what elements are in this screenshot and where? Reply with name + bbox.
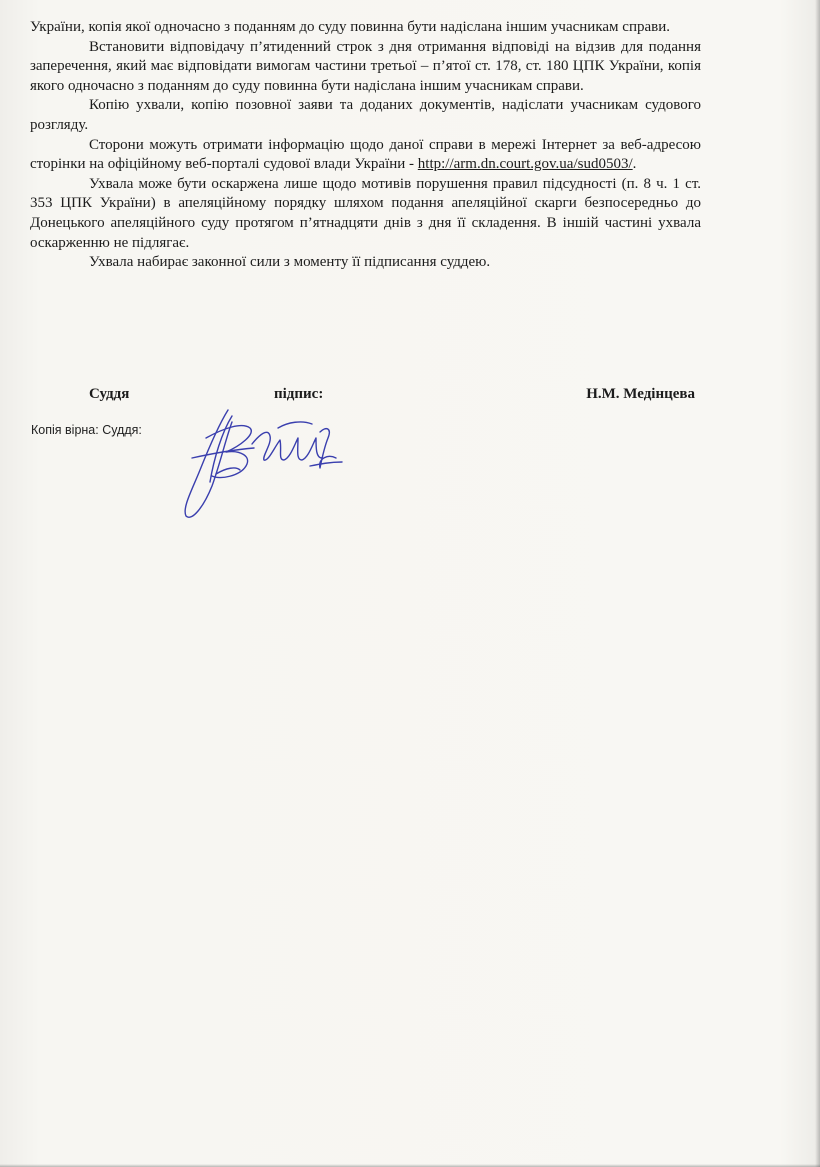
paragraph-online-info [30, 136, 701, 175]
online-info-text: Сторони можуть отримати інформацію щодо даної справи в мережі Інтернет за веб-адресою сторінки на офіційному веб-порталі судової влади України - [30, 136, 701, 173]
ruling-text [30, 18, 701, 273]
signature-block [30, 386, 701, 406]
court-portal-link[interactable]: http://arm.dn.court.gov.ua/sud0503/ [417, 156, 633, 173]
handwritten-signature-icon [170, 398, 350, 523]
paragraph-continuation: України, копія якої одночасно з поданням до суду повинна бути надіслана іншим учасникам справи. [30, 19, 670, 35]
online-info-end: . [632, 156, 637, 173]
copy-certification-note: Копія вірна: Суддя: [31, 423, 142, 437]
signature-label: підпис: [274, 386, 324, 402]
judge-name: Н.М. Медінцева [586, 386, 695, 402]
paragraph-response-deadline: Встановити відповідачу п’ятиденний строк з дня отримання відповіді на відзив для подання заперечення, який має відповідати вимогам частини третьої – п’ятої ст. 178, ст. 180 ЦПК України, копія якого одночасно з поданням до суду повинна бути надіслана іншим учасникам справи. [30, 38, 701, 94]
paragraph-appeal: Ухвала може бути оскаржена лише щодо мотивів порушення правил підсудності (п. 8 ч. 1 ст. 353 ЦПК України) в апеляційному порядку шляхом подання апеляційної скарги безпосередньо до Донецького апеляційного суду протягом п’ятнадцяти днів з дня її складення. В іншій частині ухвала оскарженню не підлягає. [30, 175, 701, 251]
paragraph-effective: Ухвала набирає законної сили з моменту її підписання суддею. [89, 254, 491, 271]
paragraph-copy-distribution: Копію ухвали, копію позовної заяви та доданих документів, надіслати учасникам судового розгляду. [30, 97, 701, 133]
judge-label: Суддя [89, 386, 130, 402]
page-edge-shadow [815, 0, 820, 1167]
